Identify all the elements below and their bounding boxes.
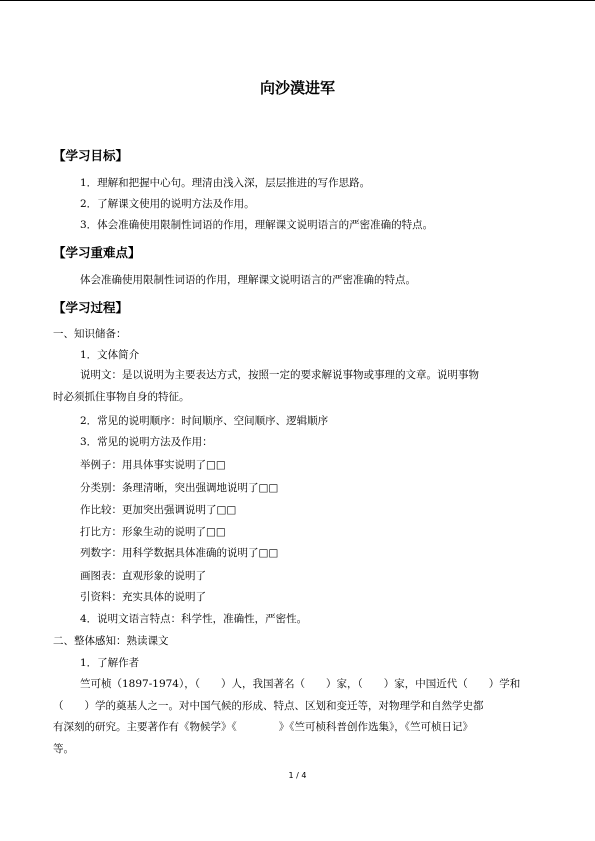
author-paragraph bbox=[53, 674, 543, 760]
section-2-title: 二、整体感知：熟读课文 bbox=[53, 635, 169, 647]
method-analogy: 打比方：形象生动的说明了□□ bbox=[80, 526, 226, 538]
objective-item-2: 2．了解课文使用的说明方法及作用。 bbox=[80, 198, 255, 210]
key-points-heading: 【学习重难点】 bbox=[53, 245, 141, 260]
page-title: 向沙漠进军 bbox=[259, 79, 335, 97]
method-numbers: 列数字：用科学数据具体准确的说明了□□ bbox=[80, 547, 279, 559]
section-1-title: 一、知识储备： bbox=[53, 328, 127, 340]
section-2-item-1: 1．了解作者 bbox=[80, 657, 140, 669]
method-example: 举例子：用具体事实说明了□□ bbox=[80, 459, 226, 471]
page-number: 1 / 4 bbox=[288, 771, 307, 780]
method-charts: 画图表：直观形象的说明了 bbox=[80, 570, 206, 582]
section-1-item-1: 1．文体简介 bbox=[80, 349, 140, 361]
objective-item-1: 1．理解和把握中心句。理清由浅入深，层层推进的写作思路。 bbox=[80, 177, 371, 189]
key-points-text: 体会准确使用限制性词语的作用，理解课文说明语言的严密准确的特点。 bbox=[80, 274, 416, 286]
method-compare: 作比较：更加突出强调说明了□□ bbox=[80, 504, 237, 516]
objectives-heading: 【学习目标】 bbox=[53, 148, 129, 163]
section-1-item-2: 2．常见的说明顺序：时间顺序、空间顺序、逻辑顺序 bbox=[80, 415, 329, 427]
process-heading: 【学习过程】 bbox=[53, 300, 129, 315]
page-top-border bbox=[0, 0, 595, 1]
method-citation: 引资料：充实具体的说明了 bbox=[80, 591, 206, 603]
author-line-2: （ ）学的奠基人之一。对中国气候的形成、特点、区划和变迁等，对物理学和自然学史都 bbox=[53, 699, 484, 712]
section-1-item-4: 4．说明文语言特点：科学性，准确性，严密性。 bbox=[80, 613, 308, 625]
author-line-4: 等。 bbox=[53, 742, 74, 755]
author-line-3: 有深刻的研究。主要著作有《物候学》《 》《竺可桢科普创作选集》，《竺可桢日记》 bbox=[53, 721, 473, 733]
definition-line-1: 说明文：是以说明为主要表达方式，按照一定的要求解说事物或事理的文章。说明事物 bbox=[80, 369, 479, 381]
author-line-1: 竺可桢（1897-1974），（ ）人，我国著名（ ）家，（ ）家，中国近代（ ）学和 bbox=[80, 678, 521, 690]
objective-item-3: 3．体会准确使用限制性词语的作用，理解课文说明语言的严密准确的特点。 bbox=[80, 219, 434, 231]
definition-line-2: 时必须抓住事物自身的特征。 bbox=[53, 390, 190, 403]
section-1-item-3: 3．常见的说明方法及作用： bbox=[80, 436, 213, 448]
method-classify: 分类别：条理清晰，突出强调地说明了□□ bbox=[80, 482, 279, 494]
definition-paragraph bbox=[53, 365, 543, 408]
